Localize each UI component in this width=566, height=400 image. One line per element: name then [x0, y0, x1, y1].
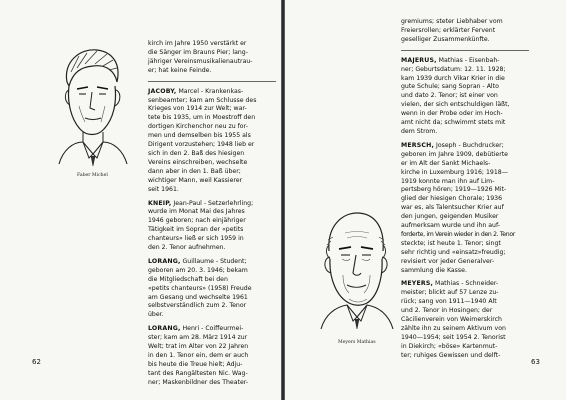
text-line: senbeamter; kam am Schlusse des: [148, 96, 257, 104]
text-line: dann aber in den 1. Baß über;: [148, 167, 241, 175]
biography-entry: [148, 200, 276, 253]
text-line: ner; Maskenbildner des Theater-: [148, 378, 249, 386]
text-line: selbstverständlich zum 2. Tenor: [148, 302, 247, 310]
text-line: ster; kam am 28. März 1914 zur: [148, 334, 248, 342]
text-line: kirche in Luxemburg 1916; 1918—: [401, 168, 508, 176]
text-line: geboren im Jahre 1909, debütierte: [401, 150, 508, 158]
text-line: rück; sang von 1911—1940 Alt: [401, 298, 497, 306]
text-line: jähriger Vereinsmusikalienautrau-: [148, 57, 253, 65]
page-number: 63: [531, 358, 540, 366]
text-line: war es, als Talentsucher Krier auf: [401, 204, 504, 212]
text-line: sehr richtig und «einsatz»freudig;: [401, 248, 506, 256]
text-line: amt nicht da; schwimmt stets mit: [401, 119, 506, 127]
text-line: tete bis 1935, um in Moestroff den: [148, 114, 256, 122]
text-line: Guillaume - Student;: [180, 257, 247, 265]
text-line: Mathias - Eisenbah-: [436, 56, 500, 64]
text-line: am Gesang und wechselte 1961: [148, 293, 248, 301]
text-line: steckte; ist heute 1. Tenor; singt: [401, 239, 501, 247]
text-line: wichtiger Mann, weil Kassierer: [148, 176, 243, 184]
text-line: vielen, der sich entschuldigen läßt,: [401, 101, 510, 109]
text-line: kirch im Jahre 1950 verstärkt er: [148, 40, 247, 47]
text-line: revisiert vor jeder Generalver-: [401, 257, 495, 265]
text-line: in Diekirch; «böse» Kartenmut-: [401, 342, 498, 350]
entry-name: MEYERS,: [401, 280, 434, 288]
text-line: 1940—1954; seit 1954 2. Tenorist: [401, 333, 506, 341]
text-line: chanteurs» ließ er sich 1959 in: [148, 235, 244, 243]
text-line: forderte, im Verein wieder in den 2. Tenor: [401, 230, 515, 238]
page-number: 62: [32, 358, 41, 366]
text-line: glied der hiesigen Chorale; 1936: [401, 195, 503, 203]
biography-entry: [148, 88, 276, 195]
left-page: [0, 0, 281, 400]
text-line: kam 1939 durch Vikar Krier in die: [401, 74, 505, 82]
text-line: den 2. Tenor aufnehmen.: [148, 244, 226, 252]
text-line: er im Alt der Sankt Michaels-: [401, 159, 491, 167]
text-line: Welt; trat im Alter von 22 Jahren: [148, 343, 249, 351]
text-line: «petits chanteurs» (1958) Freude: [148, 284, 252, 292]
text-line: Krieges von 1914 zur Welt; war-: [148, 105, 247, 113]
text-line: den jungen, geigenden Musiker: [401, 213, 499, 221]
text-line: Tätigkeit im Sopran der «petits: [148, 226, 244, 234]
entry-name: MAJERUS,: [401, 56, 437, 64]
text-line: zählte ihn zu seinem Aktivum von: [401, 325, 506, 332]
text-line: Mathias - Schneider-: [433, 280, 499, 288]
text-line: sich in den 2. Baß des hiesigen: [148, 149, 245, 157]
entry-name: MERSCH,: [401, 141, 435, 149]
text-line: in den 1. Tenor ein, dem er auch: [148, 352, 249, 359]
text-line: über.: [148, 311, 164, 319]
text-line: 1919 konnte man ihn auf Lim-: [401, 177, 495, 185]
biography-entry: [148, 258, 276, 320]
text-line: die Sänger im Brauns Pier; lang-: [148, 48, 248, 56]
text-line: Cäcilienverein von Weimerskirch: [401, 316, 502, 324]
entry-name: JACOBY,: [148, 87, 177, 95]
text-line: und dato 2. Tenor; ist einer von: [401, 92, 498, 100]
text-line: Dirigent vorzustehen; 1948 lieb er: [148, 141, 255, 149]
text-line: dem Strom.: [401, 127, 438, 135]
text-line: ter; ruhiges Gewissen und delft-: [401, 351, 501, 359]
biography-entry: [148, 325, 276, 387]
text-line: die Mitgliedschaft bei den: [148, 275, 228, 283]
text-column: [401, 18, 529, 366]
right-page: [285, 0, 566, 400]
text-line: tant des Rangältesten Nic. Wag-: [148, 369, 248, 377]
portrait-caption: Faber Michel: [77, 173, 108, 178]
portrait-faber-michel: [45, 42, 135, 167]
text-line: aufmerksam wurde und ihn auf-: [401, 222, 501, 230]
entry-name: LORANG,: [148, 257, 181, 265]
text-line: Marcel - Krankenkas-: [176, 87, 244, 95]
text-line: geselliger Zusammenkünfte.: [401, 35, 490, 43]
text-line: bis heute die Treue hielt; Adju-: [148, 360, 243, 368]
text-line: wurde im Monat Mai des Jahres: [148, 208, 245, 216]
text-line: seit 1961.: [148, 185, 179, 193]
portrait-caption: Meyers Mathias: [338, 340, 376, 345]
text-line: meister; blickt auf 57 Lenze zu-: [401, 289, 499, 297]
entry-name: LORANG,: [148, 325, 181, 333]
continuation-paragraph: [148, 40, 276, 76]
biography-entry: [401, 280, 529, 360]
text-line: er; hat keine Feinde.: [148, 66, 212, 74]
text-column: [148, 40, 276, 393]
text-line: ner; Geburtsdatum: 12. 11. 1928;: [401, 65, 506, 73]
portrait-meyers-mathias: [313, 205, 399, 330]
text-line: gute Schule; sang Sopran - Alto: [401, 83, 499, 91]
text-line: Freiersrollen; erklärter Fervent: [401, 26, 496, 34]
biography-entry: [401, 57, 529, 137]
text-line: dortigen Kirchenchor neu zu for-: [148, 123, 248, 131]
divider: [401, 50, 529, 51]
text-line: sammlung die Kasse.: [401, 266, 467, 274]
text-line: Vereins einschreiben, wechselte: [148, 158, 248, 166]
text-line: men und demselben bis 1955 als: [148, 132, 251, 140]
biography-entry: [401, 142, 529, 276]
entry-name: KNEIP,: [148, 199, 172, 207]
text-line: 1946 geboren; nach einjähriger: [148, 217, 246, 225]
text-line: Joseph - Buchdrucker;: [434, 141, 504, 149]
text-line: und 2. Tenor in Hosingen; der: [401, 307, 493, 315]
continuation-paragraph: [401, 18, 529, 45]
text-line: pertsberg hören; 1919—1926 Mit-: [401, 186, 507, 194]
text-line: wenn in der Probe oder im Hoch-: [401, 110, 503, 118]
text-line: Jean-Paul - Setzerlehrling;: [171, 199, 254, 207]
text-line: geboren am 20. 3. 1946; bekam: [148, 266, 248, 274]
divider: [148, 81, 276, 82]
text-line: Henri - Coiffeurmei-: [180, 325, 244, 333]
text-line: gremiums; steter Liebhaber vom: [401, 18, 503, 25]
